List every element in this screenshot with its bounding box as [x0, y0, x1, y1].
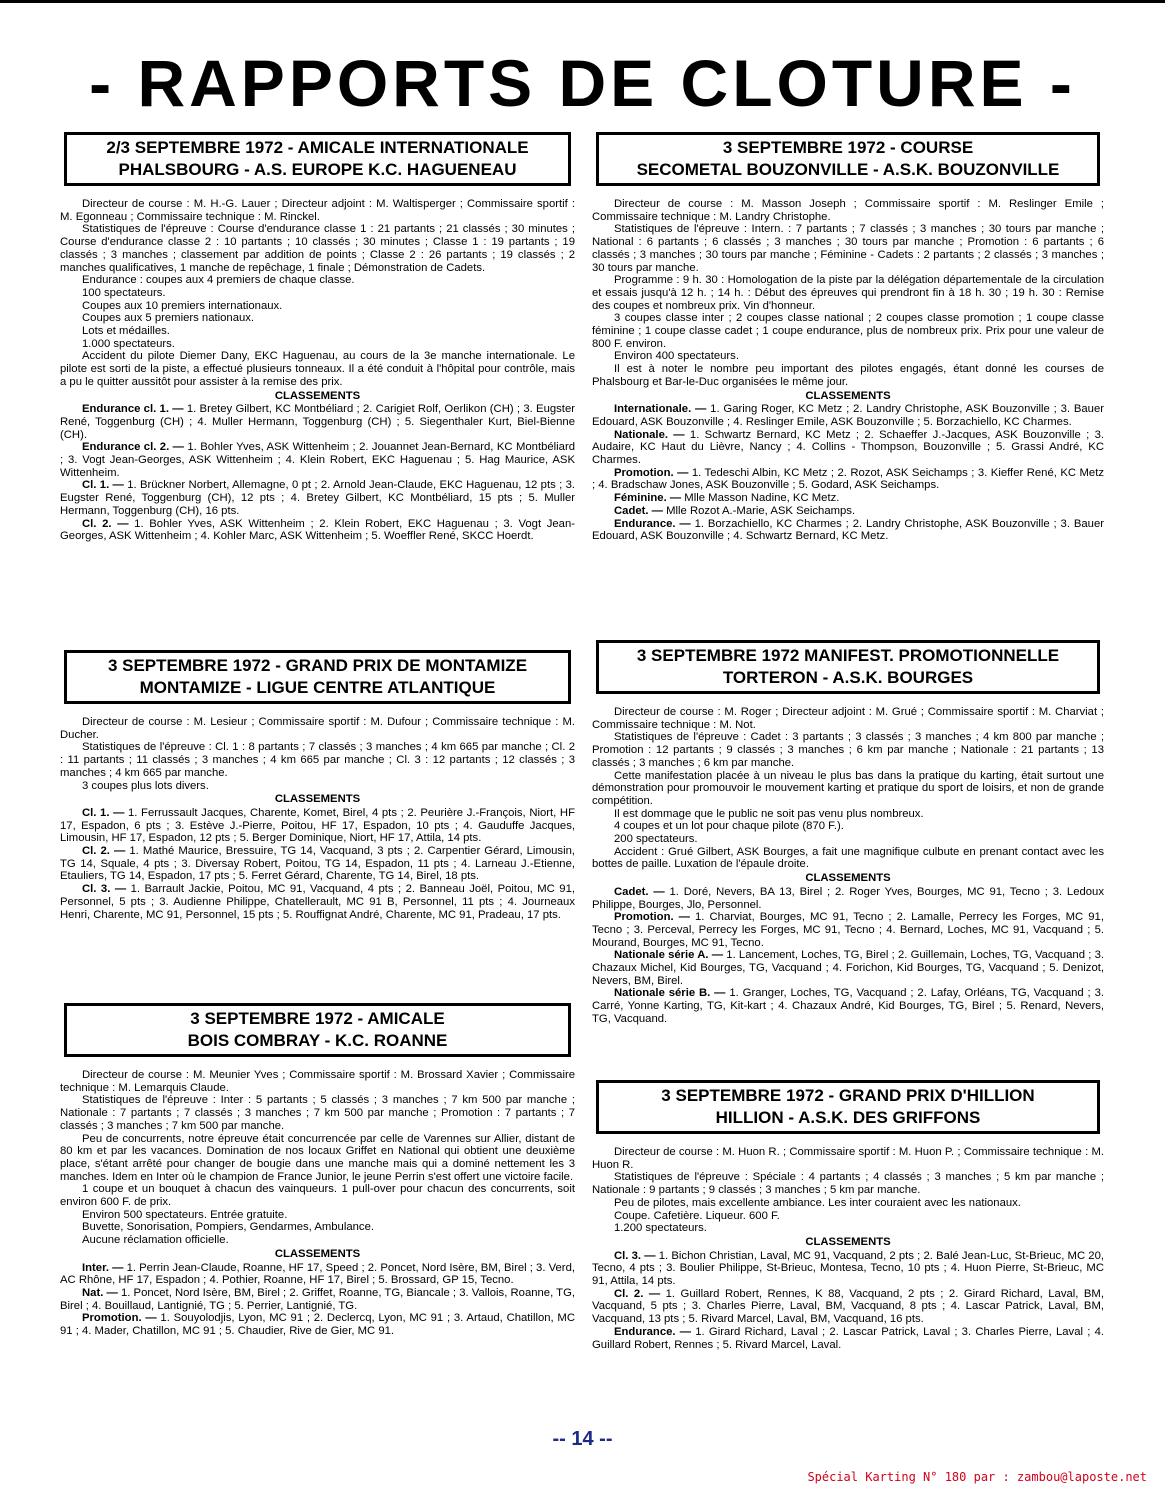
result-text: 1. Ferrussault Jacques, Charente, Komet, Birel, 4 pts ; 2. Peurière J.-François, Niort, HF 17, Espadon, 6 pts ; 3. Estève J.-Pierre, Poitou, HF 17, Espadon, 10 pts ; 4. Gauduffe Jacques, Limousin, HF 17, Espadon, 12 pts ; 5. Berger Dominique, Niort, HF 17, Attila, 14 pts. [60, 806, 575, 845]
heading-line: BOIS COMBRAY - K.C. ROANNE [187, 1031, 448, 1050]
result-text: 1. Perrin Jean-Claude, Roanne, HF 17, Speed ; 2. Poncet, Nord Isère, BM, Birel ; 3. Verd, AC Rhône, HF 17, Espadon ; 4. Pothier, Roanne, HF 17, Birel ; 5. Brossard, GP 15, Tecno. [60, 1261, 575, 1287]
paragraph: 1.000 spectateurs. [82, 337, 175, 350]
paragraph: Accident : Grué Gilbert, ASK Bourges, a fait une magnifique culbute en prenant contact avec les bottes de paille. Luxation de l'épaule droite. [592, 845, 1104, 871]
result-category: Nationale série A. — [614, 949, 724, 962]
result-entry [60, 403, 575, 441]
paragraph: Environ 400 spectateurs. [614, 350, 739, 363]
paragraph: Directeur de course : M. Lesieur ; Commissaire sportif : M. Dufour ; Commissaire technique : M. Ducher. [60, 716, 575, 741]
result-text: 1. Doré, Nevers, BA 13, Birel ; 2. Roger Yves, Bourges, MC 91, Tecno ; 3. Ledoux Philippe, Bourges, Jlo, Personnel. [592, 885, 1104, 911]
result-entry [60, 1287, 575, 1312]
result-category: Féminine. — [614, 492, 682, 505]
classements-heading: CLASSEMENTS [274, 793, 361, 806]
result-entry [592, 467, 1104, 492]
paragraph: Coupe. Cafetière. Liqueur. 600 F. [614, 1209, 780, 1222]
paragraph: 1.200 spectateurs. [614, 1222, 707, 1235]
result-entry [60, 518, 575, 543]
result-entry [592, 886, 1104, 911]
result-text: 1. Charviat, Bourges, MC 91, Tecno ; 2. Lamalle, Perrecy les Forges, MC 91, Tecno ; 3. Perceval, Perrecy les Forges, MC 91, Tecno ; 4. Bernard, Loches, MC 91, Vacquand ; 5. Mourand, Bourges, MC 91, Tecno. [592, 911, 1104, 949]
article-body [592, 198, 1104, 543]
article-hillion [592, 1080, 1104, 1351]
result-text: 1. Borzachiello, KC Charmes ; 2. Landry Christophe, ASK Bouzonville ; 3. Bauer Edouard, ASK Bouzonville ; 4. Schwartz Bernard, KC Metz. [592, 517, 1104, 543]
paragraph: Statistiques de l'épreuve : Inter : 5 partants ; 5 classés ; 3 manches ; 7 km 500 par manche ; Nationale : 7 partants ; 7 classés ; 3 manches ; 7 km 500 par manche ; Promotion : 7 partants ; 7 classés ; 3 manches ; 7 km 500 par manche. [60, 1094, 575, 1132]
heading-line: TORTERON - A.S.K. BOURGES [722, 668, 974, 687]
result-category: Promotion. — [82, 1312, 157, 1325]
page-number: -- 14 -- [552, 1428, 613, 1450]
paragraph: 200 spectateurs. [614, 833, 698, 846]
paragraph: Il est dommage que le public ne soit pas venu plus nombreux. [614, 807, 924, 820]
result-entry [592, 911, 1104, 949]
paragraph: Lots et médailles. [82, 325, 170, 338]
result-category: Promotion. — [614, 466, 689, 479]
result-text: 1. Barrault Jackie, Poitou, MC 91, Vacquand, 4 pts ; 2. Banneau Joël, Poitou, MC 91, Personnel, 5 pts ; 3. Audienne Philippe, Chatellerault, MC 91 B, Personnel, 11 pts ; 4. Journeaux Henri, Charente, MC 91, Personnel, 15 pts ; 5. Rouffignat André, Charente, MC 91, Pradeau, 17 pts. [60, 883, 575, 921]
article-heading [64, 1003, 571, 1057]
result-entry [592, 1250, 1104, 1288]
paragraph: Cette manifestation placée à un niveau le plus bas dans la pratique du karting, était surtout une démonstration pour promouvoir le mouvement karting et pratique du sport de loisirs, et non de grande compétition. [592, 769, 1104, 807]
paragraph: Statistiques de l'épreuve : Cadet : 3 partants ; 3 classés ; 3 manches ; 4 km 800 par manche ; Promotion : 12 partants ; 9 classés ; 3 manches ; 6 km par manche ; Nationale : 21 partants ; 13 classés ; 3 manches ; 6 km par manche. [592, 731, 1104, 769]
paragraph: 3 coupes classe inter ; 2 coupes classe national ; 2 coupes classe promotion ; 1 coupe classe féminine ; 1 coupe classe cadet ; 1 coupe endurance, plus de nombreux prix. Prix pour une valeur de 800 F. environ. [592, 312, 1104, 350]
result-category: Promotion. — [614, 911, 690, 924]
paragraph: Peu de concurrents, notre épreuve était concurrencée par celle de Varennes sur Allier, distant de 80 km et par les vacances. Domination de nos locaux Griffet en National qui obtient une deuxième place, s'étant arrêté pour changer de bougie dans une manche mais qui a dominé nettement les 3 manches. Idem en Inter où le champion de France Junior, le jeune Perrin s'est offert une victoire facile. [60, 1132, 575, 1183]
result-text: 1. Bohler Yves, ASK Wittenheim ; 2. Jouannet Jean-Bernard, KC Montbéliard ; 3. Vogt Jean-Georges, ASK Wittenheim ; 4. Klein Robert, EKC Haguenau ; 5. Hag Maurice, ASK Wittenheim. [60, 441, 575, 479]
result-category: Cl. 2. — [82, 845, 126, 858]
result-entry [592, 1288, 1104, 1326]
result-entry [592, 987, 1104, 1025]
paragraph: Statistiques de l'épreuve : Course d'endurance classe 1 : 21 partants ; 21 classés ; 30 minutes ; Course d'endurance classe 2 : 10 partants ; 10 classés ; 30 minutes ; Classe 1 : 19 partants ; 19 classés ; 3 manches ; classement par addition de points ; Classe 2 : 26 partants ; 19 classés ; 2 manches qualificatives, 1 manche de repêchage, 1 finale ; Démonstration de Cadets. [60, 223, 575, 274]
result-text: 1. Guillard Robert, Rennes, K 88, Vacquand, 2 pts ; 2. Girard Richard, Laval, BM, Vacquand, 5 pts ; 3. Charles Pierre, Laval, BM, Vacquand, 8 pts ; 4. Lascar Patrick, Laval, BM, Vacquand, 13 pts ; 5. Rivard Marcel, Laval, BM, Vacquand, 16 pts. [592, 1287, 1104, 1326]
result-category: Cadet. — [614, 885, 665, 898]
heading-line: PHALSBOURG - A.S. EUROPE K.C. HAGUENEAU [118, 160, 517, 179]
paragraph: Environ 500 spectateurs. Entrée gratuite. [82, 1208, 288, 1221]
footer-credit: Spécial Karting N° 180 par : zambou@laposte.net [807, 1470, 1147, 1484]
paragraph: Statistiques de l'épreuve : Spéciale : 4 partants ; 4 classés ; 3 manches ; 5 km par manche ; Nationale : 9 partants ; 9 classés ; 3 manches ; 5 km par manche. [592, 1171, 1104, 1197]
paragraph: Programme : 9 h. 30 : Homologation de la piste par la délégation départementale de la circulation et essais jusqu'à 12 h. ; 14 h. : Début des épreuves qui prendront fin à 18 h. 30 ; 19 h. 30 : Remise des coupes et nombreux prix. Vin d'honneur. [592, 274, 1104, 312]
paragraph: Directeur de course : M. Meunier Yves ; Commissaire sportif : M. Brossard Xavier ; Commissaire technique : M. Lemarquis Claude. [60, 1069, 575, 1094]
article-heading [596, 640, 1100, 694]
heading-line: HILLION - A.S.K. DES GRIFFONS [715, 1108, 981, 1127]
result-category: Endurance cl. 1. — [82, 403, 184, 416]
result-entry [60, 883, 575, 921]
article-heading [596, 1080, 1100, 1134]
result-entry [592, 505, 1104, 518]
classements-heading: CLASSEMENTS [274, 389, 361, 402]
result-category: Nationale. — [614, 428, 685, 441]
result-entry [60, 479, 575, 517]
result-entry [592, 949, 1104, 987]
classements-heading: CLASSEMENTS [805, 872, 891, 885]
result-text: Mlle Rozot A.-Marie, ASK Seichamps. [662, 504, 856, 517]
top-border [0, 0, 1165, 3]
paragraph: 3 coupes plus lots divers. [82, 779, 209, 792]
paragraph: Peu de pilotes, mais excellente ambiance. Les inter couraient avec les nationaux. [614, 1196, 1021, 1209]
heading-line: 3 SEPTEMBRE 1972 MANIFEST. PROMOTIONNELLE [636, 646, 1060, 665]
paragraph: Statistiques de l'épreuve : Cl. 1 : 8 partants ; 7 classés ; 3 manches ; 4 km 665 par manche ; Cl. 2 : 11 partants ; 11 classés ; 3 manches ; 4 km 665 par manche ; Cl. 3 : 12 partants ; 12 classés ; 3 manches ; 4 km 665 par manche. [60, 741, 575, 779]
result-text: 1. Bichon Christian, Laval, MC 91, Vacquand, 2 pts ; 2. Balé Jean-Luc, St-Brieuc, MC 20, Tecno, 4 pts ; 3. Boulier Philippe, St-Brieuc, Montesa, Tecno, 10 pts ; 4. Huon Pierre, St-Brieuc, MC 91, Attila, 14 pts. [592, 1249, 1105, 1288]
article-heading [64, 132, 571, 186]
result-text: 1. Girard Richard, Laval ; 2. Lascar Patrick, Laval ; 3. Charles Pierre, Laval ; 4. Guillard Robert, Rennes ; 5. Rivard Marcel, Laval. [592, 1325, 1104, 1351]
paragraph: Directeur de course : M. Roger ; Directeur adjoint : M. Grué ; Commissaire sportif : M. Charviat ; Commissaire technique : M. Not. [592, 706, 1104, 731]
result-entry [592, 429, 1104, 467]
paragraph: Endurance : coupes aux 4 premiers de chaque classe. [82, 274, 355, 287]
article-body [60, 198, 575, 543]
paragraph: Il est à noter le nombre peu important des pilotes engagés, étant donné les courses de Phalsbourg et Bar-le-Duc organisées le même jour. [592, 363, 1104, 388]
result-entry [592, 492, 1104, 505]
result-text: 1. Schwartz Bernard, KC Metz ; 2. Schaeffer J.-Jacques, ASK Bouzonville ; 3. Audaire, KC Haut du Lièvre, Nancy ; 4. Collins - Thompson, Bouzonville ; 5. Grassi André, KC Charmes. [592, 428, 1104, 467]
result-category: Cl. 3. — [614, 1249, 656, 1262]
result-category: Cl. 2. — [614, 1287, 661, 1300]
result-category: Endurance. — [614, 1325, 692, 1338]
paragraph: Coupes aux 5 premiers nationaux. [82, 312, 255, 325]
result-text: 1. Mathé Maurice, Bressuire, TG 14, Vacquand, 3 pts ; 2. Carpentier Gérard, Limousin, TG 14, Squale, 4 pts ; 3. Diversay Robert, Poitou, TG 14, Espadon, 11 pts ; 4. Larneau J.-Etienne, Etauliers, TG 14, Espadon, 17 pts ; 5. Ferret Gérard, Charente, TG 14, Birel, 18 pts. [60, 845, 575, 883]
result-text: 1. Poncet, Nord Isère, BM, Birel ; 2. Griffet, Roanne, TG, Biancale ; 3. Vallois, Roanne, TG, Birel ; 4. Bouillaud, Lantignié, TG ; 5. Perrier, Lantignié, TG. [60, 1286, 575, 1312]
heading-line: 3 SEPTEMBRE 1972 - GRAND PRIX D'HILLION [661, 1086, 1035, 1105]
heading-line: 3 SEPTEMBRE 1972 - GRAND PRIX DE MONTAMIZE [107, 656, 528, 675]
result-entry [60, 1312, 575, 1337]
page-title: - RAPPORTS DE CLOTURE - [89, 46, 1076, 120]
paragraph: 100 spectateurs. [82, 286, 166, 299]
result-text: 1. Granger, Loches, TG, Vacquand ; 2. Lafay, Orléans, TG, Vacquand ; 3. Carré, Yonne Karting, TG, Kit-kart ; 4. Chazaux André, Kid Bourges, TG, Birel ; 5. Renard, Nevers, TG, Vacquand. [592, 987, 1104, 1025]
result-entry [592, 1326, 1104, 1351]
paragraph: 1 coupe et un bouquet à chacun des vainqueurs. 1 pull-over pour chacun des concurrents, soit environ 600 F. de prix. [60, 1183, 575, 1209]
result-text: 1. Lancement, Loches, TG, Birel ; 2. Guillemain, Loches, TG, Vacquand ; 3. Chazaux Michel, Kid Bourges, TG, Vacquand ; 4. Forichon, Kid Bourges, TG, Vacquand ; 5. Denizot, Nevers, BM, Birel. [592, 949, 1104, 987]
paragraph: Directeur de course : M. Huon R. ; Commissaire sportif : M. Huon P. ; Commissaire technique : M. Huon R. [592, 1146, 1104, 1171]
result-category: Cl. 1. — [82, 479, 124, 492]
article-bois-combray [60, 1003, 575, 1338]
article-phalsbourg [60, 132, 575, 543]
result-category: Cl. 2. — [82, 517, 129, 530]
result-text: 1. Bretey Gilbert, KC Montbéliard ; 2. Carigiet Rolf, Oerlikon (CH) ; 3. Eugster René, Toggenburg (CH) ; 4. Muller Hermann, Toggenburg (CH) ; 5. Siegenthaler Kurt, Biel-Bienne (CH). [60, 403, 575, 441]
classements-heading: CLASSEMENTS [805, 389, 891, 402]
result-category: Cadet. — [614, 504, 663, 517]
result-text: 1. Souyolodjis, Lyon, MC 91 ; 2. Declercq, Lyon, MC 91 ; 3. Artaud, Chatillon, MC 91 ; 4. Mader, Chatillon, MC 91 ; 5. Chaudier, Rive de Gier, MC 91. [60, 1312, 575, 1338]
result-entry [60, 1262, 575, 1287]
result-category: Nat. — [82, 1286, 118, 1299]
paragraph: 4 coupes et un lot pour chaque pilote (870 F.). [614, 820, 844, 833]
paragraph: Buvette, Sonorisation, Pompiers, Gendarmes, Ambulance. [82, 1221, 374, 1234]
article-body [60, 1069, 575, 1338]
result-category: Cl. 1. — [82, 806, 125, 819]
result-category: Endurance cl. 2. — [82, 441, 184, 454]
heading-line: SECOMETAL BOUZONVILLE - A.S.K. BOUZONVILLE [636, 160, 1060, 179]
result-category: Internationale. — [614, 403, 707, 416]
article-body [60, 716, 575, 921]
result-entry [592, 518, 1104, 543]
paragraph: Statistiques de l'épreuve : Intern. : 7 partants ; 7 classés ; 3 manches ; 30 tours par manche ; National : 6 partants ; 6 classés ; 3 manches ; 30 tours par manche ; Promotion : 6 partants ; 6 classés ; 3 manches ; 30 tours par manche ; Féminine - Cadets : 2 partants ; 2 classés ; 3 manches ; 30 tours par manche. [592, 223, 1104, 274]
article-torteron [592, 640, 1104, 1026]
result-entry [592, 403, 1104, 428]
classements-heading: CLASSEMENTS [274, 1247, 361, 1260]
result-text: 1. Garing Roger, KC Metz ; 2. Landry Christophe, ASK Bouzonville ; 3. Bauer Edouard, ASK Bouzonville ; 4. Reslinger Emile, ASK Bouzonville ; 5. Borzachiello, KC Charmes. [592, 403, 1104, 428]
article-body [592, 1146, 1104, 1351]
article-montamize [60, 650, 575, 921]
result-entry [60, 441, 575, 479]
result-category: Inter. — [82, 1261, 124, 1274]
paragraph: Directeur de course : M. Masson Joseph ; Commissaire sportif : M. Reslinger Emile ; Commissaire technique : M. Landry Christophe. [592, 198, 1104, 223]
result-category: Cl. 3. — [82, 883, 127, 896]
result-text: 1. Brückner Norbert, Allemagne, 0 pt ; 2. Arnold Jean-Claude, EKC Haguenau, 12 pts ; 3. Eugster René, Toggenburg (CH), 12 pts ; 4. Bretey Gilbert, KC Montbéliard, 15 pts ; 5. Muller Hermann, Toggenburg (CH), 16 pts. [60, 479, 575, 517]
result-text: 1. Tedeschi Albin, KC Metz ; 2. Rozot, ASK Seichamps ; 3. Kieffer René, KC Metz ; 4. Bradschaw Jones, ASK Bouzonville ; 5. Godard, ASK Seichamps. [592, 466, 1104, 492]
article-heading [596, 132, 1100, 186]
heading-line: 2/3 SEPTEMBRE 1972 - AMICALE INTERNATIONALE [106, 138, 529, 157]
classements-heading: CLASSEMENTS [805, 1235, 891, 1248]
article-heading [64, 650, 571, 704]
heading-line: MONTAMIZE - LIGUE CENTRE ATLANTIQUE [139, 678, 496, 697]
paragraph: Coupes aux 10 premiers internationaux. [82, 299, 283, 312]
article-body [592, 706, 1104, 1026]
paragraph: Accident du pilote Diemer Dany, EKC Haguenau, au cours de la 3e manche internationale. Le pilote est sorti de la piste, a effectué plusieurs tonneaux. Il a été conduit à l'hôpital pour contrôle, mais a pu le quitter aussitôt pour assister à la remise des prix. [60, 350, 575, 388]
result-text: 1. Bohler Yves, ASK Wittenheim ; 2. Klein Robert, EKC Haguenau ; 3. Vogt Jean-Georges, ASK Wittenheim ; 4. Kohler Marc, ASK Wittenheim ; 5. Woeffler René, SKCC Hoerdt. [60, 517, 576, 543]
result-text: Mlle Masson Nadine, KC Metz. [681, 492, 840, 505]
paragraph: Aucune réclamation officielle. [82, 1234, 229, 1247]
result-entry [60, 807, 575, 845]
paragraph: Directeur de course : M. H.-G. Lauer ; Directeur adjoint : M. Waltisperger ; Commissaire sportif : M. Egonneau ; Commissaire technique : M. Rinckel. [60, 198, 575, 223]
result-category: Endurance. — [614, 517, 691, 530]
result-category: Nationale série B. — [614, 987, 726, 1000]
heading-line: 3 SEPTEMBRE 1972 - AMICALE [190, 1009, 445, 1028]
article-bouzonville [592, 132, 1104, 543]
result-entry [60, 845, 575, 883]
heading-line: 3 SEPTEMBRE 1972 - COURSE [722, 138, 974, 157]
